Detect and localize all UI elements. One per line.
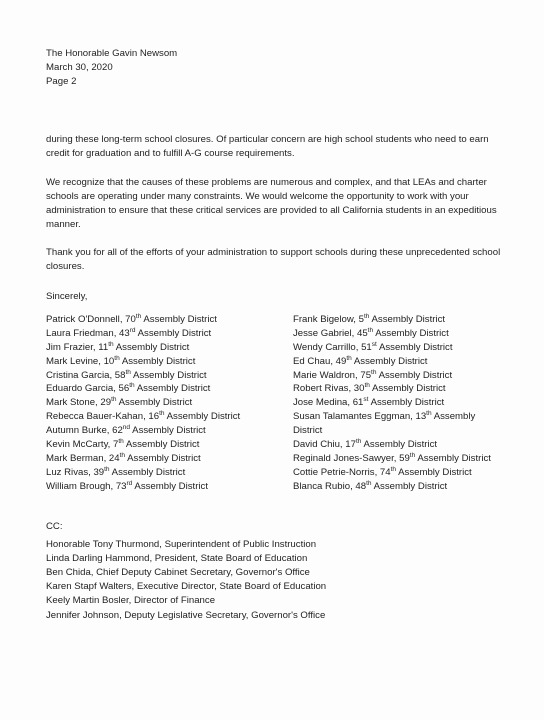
- district-label: Assembly District: [132, 480, 208, 492]
- ordinal-suffix: rd: [126, 479, 133, 487]
- signatory-line: [46, 410, 286, 424]
- cc-recipient: Jennifer Johnson, Deputy Legislative Secretary, Governor's Office: [46, 609, 326, 621]
- cc-block: [46, 520, 506, 623]
- ordinal-suffix: th: [159, 410, 165, 418]
- signatory-name: Rebecca Bauer-Kahan, 16: [46, 411, 160, 423]
- district-label: Assembly District: [130, 425, 206, 437]
- signatory-name: Mark Stone, 29: [46, 397, 112, 409]
- ordinal-suffix: th: [108, 340, 114, 348]
- ordinal-suffix: th: [114, 354, 120, 362]
- paragraph-1-text: during these long-term school closures. Of particular concern are high school students who need to earn credit for graduation and to fulfill A-G course requirements.: [46, 134, 489, 159]
- signatory-line: [293, 355, 508, 369]
- ordinal-suffix: th: [371, 368, 377, 376]
- signatory-line: [293, 466, 508, 480]
- signatory-name: William Brough, 73: [46, 480, 127, 492]
- ordinal-suffix: th: [118, 437, 124, 445]
- signatory-name: Mark Berman, 24: [46, 452, 120, 464]
- signatory-line: [46, 355, 286, 369]
- signatory-line: [46, 382, 286, 396]
- district-label: Assembly District: [113, 341, 190, 353]
- signatory-name: Jose Medina, 61: [293, 397, 364, 409]
- signatory-line: [46, 466, 286, 480]
- signatory-name: Reginald Jones-Sawyer, 59: [293, 452, 410, 464]
- date-line: March 30, 2020: [46, 62, 113, 73]
- signatory-name: Eduardo Garcia, 56: [46, 383, 130, 395]
- signatory-line: [293, 480, 508, 494]
- district-label: Assembly District: [376, 369, 453, 381]
- signatory-name: Mark Levine, 10: [46, 355, 115, 367]
- paragraph-2: [46, 176, 506, 232]
- cc-recipient: Honorable Tony Thurmond, Superintendent of Public Instruction: [46, 539, 317, 551]
- ordinal-suffix: th: [390, 465, 396, 473]
- signatory-name: Autumn Burke, 62: [46, 425, 123, 437]
- signatory-line: [46, 438, 286, 452]
- district-label: Assembly District: [371, 480, 448, 492]
- signatory-line: [293, 369, 508, 383]
- signatory-line: [293, 452, 508, 466]
- district-label: Assembly District: [164, 411, 241, 423]
- ordinal-suffix: th: [129, 382, 135, 390]
- signatories-left-column: [46, 313, 286, 494]
- signatory-line: [293, 396, 508, 410]
- district-label: Assembly District: [141, 314, 217, 325]
- cc-recipient-list: [46, 538, 506, 623]
- ordinal-suffix: th: [364, 382, 370, 390]
- signatory-line: [293, 341, 508, 355]
- ordinal-suffix: st: [371, 340, 377, 348]
- signatory-name: Kevin McCarty, 7: [46, 439, 119, 451]
- cc-recipient: Keely Martin Bosler, Director of Finance: [46, 595, 216, 607]
- signatory-line: [293, 424, 508, 438]
- cc-recipient: Ben Chida, Chief Deputy Cabinet Secretary, Governor's Office: [46, 567, 310, 579]
- signatory-line: [46, 313, 286, 327]
- district-label: Assembly District: [368, 397, 445, 409]
- signatory-name: Cristina Garcia, 58: [46, 369, 126, 381]
- signatory-name: Susan Talamantes Eggman, 13: [293, 411, 427, 423]
- signatory-line: [293, 382, 508, 396]
- district-label: Assembly District: [361, 439, 438, 451]
- signatory-line: [46, 396, 286, 410]
- ordinal-suffix: nd: [122, 423, 131, 431]
- signatory-name: David Chiu, 17: [293, 439, 356, 451]
- district-label: Assembly District: [130, 369, 207, 381]
- paragraph-3: [46, 246, 506, 274]
- district-label: Assembly: [431, 411, 476, 423]
- district-label: Assembly District: [369, 383, 446, 395]
- ordinal-suffix: th: [111, 396, 117, 404]
- signatory-name: Marie Waldron, 75: [293, 369, 372, 381]
- signatory-name: Jesse Gabriel, 45: [293, 327, 368, 339]
- ordinal-suffix: rd: [129, 326, 136, 334]
- district-label: Assembly District: [125, 452, 201, 464]
- letter-header: [46, 47, 496, 89]
- signatory-line: [293, 410, 508, 424]
- signatory-line: [293, 438, 508, 452]
- signatory-line: [46, 452, 286, 466]
- paragraph-2-text: We recognize that the causes of these problems are numerous and complex, and that LEAs and charter schools are operating under many constraints. We would welcome the opportunity to work with your administration to ensure that these critical services are provided to all California students in an expeditious manner.: [46, 177, 497, 230]
- district-label: Assembly District: [396, 466, 472, 478]
- signatory-line: [46, 480, 286, 494]
- signatory-name: Luz Rivas, 39: [46, 466, 105, 478]
- closing: Sincerely,: [46, 291, 88, 302]
- signatory-name: Cottie Petrie-Norris, 74: [293, 466, 391, 478]
- ordinal-suffix: th: [125, 368, 131, 376]
- district-label: Assembly District: [116, 397, 193, 409]
- district-label: Assembly District: [109, 466, 186, 478]
- signatory-name: Ed Chau, 49: [293, 355, 347, 367]
- signatory-name: District: [293, 425, 323, 437]
- signatory-line: [46, 424, 286, 438]
- ordinal-suffix: th: [135, 312, 142, 320]
- ordinal-suffix: th: [366, 479, 372, 487]
- ordinal-suffix: th: [346, 354, 352, 362]
- ordinal-suffix: th: [355, 437, 362, 445]
- district-label: Assembly District: [369, 314, 446, 325]
- signatory-name: Laura Friedman, 43: [46, 327, 130, 339]
- district-label: Assembly District: [135, 327, 212, 339]
- district-label: Assembly District: [376, 341, 453, 353]
- signatory-name: Patrick O'Donnell, 70: [46, 314, 136, 325]
- signatory-line: [293, 313, 508, 327]
- signatory-line: [46, 341, 286, 355]
- signatory-name: Robert Rivas, 30: [293, 383, 365, 395]
- ordinal-suffix: th: [367, 326, 374, 334]
- signatories-right-column: [293, 313, 508, 494]
- district-label: Assembly District: [134, 383, 211, 395]
- ordinal-suffix: th: [363, 312, 370, 320]
- recipient-line: The Honorable Gavin Newsom: [46, 48, 178, 59]
- paragraph-3-text: Thank you for all of the efforts of your administration to support schools during these unprecedented school closures.: [46, 247, 501, 272]
- district-label: Assembly District: [119, 355, 196, 367]
- district-label: Assembly District: [123, 439, 200, 451]
- signatory-line: [46, 369, 286, 383]
- signatory-name: Wendy Carrillo, 51: [293, 341, 372, 353]
- signatory-name: Blanca Rubio, 48: [293, 480, 367, 492]
- district-label: Assembly District: [373, 327, 449, 339]
- ordinal-suffix: th: [409, 451, 416, 459]
- signatory-line: [46, 327, 286, 341]
- district-label: Assembly District: [351, 355, 428, 367]
- district-label: Assembly District: [415, 452, 491, 464]
- cc-recipient: Karen Stapf Walters, Executive Director, State Board of Education: [46, 581, 327, 593]
- cc-label: CC:: [46, 521, 63, 532]
- paragraph-1: [46, 133, 506, 161]
- signatory-name: Jim Frazier, 11: [46, 341, 109, 353]
- ordinal-suffix: st: [363, 396, 369, 404]
- signatory-line: [293, 327, 508, 341]
- signatory-name: Frank Bigelow, 5: [293, 314, 364, 325]
- page-number-line: Page 2: [46, 76, 77, 87]
- ordinal-suffix: th: [426, 410, 432, 418]
- ordinal-suffix: th: [119, 451, 126, 459]
- cc-recipient: Linda Darling Hammond, President, State Board of Education: [46, 553, 308, 565]
- ordinal-suffix: th: [104, 465, 110, 473]
